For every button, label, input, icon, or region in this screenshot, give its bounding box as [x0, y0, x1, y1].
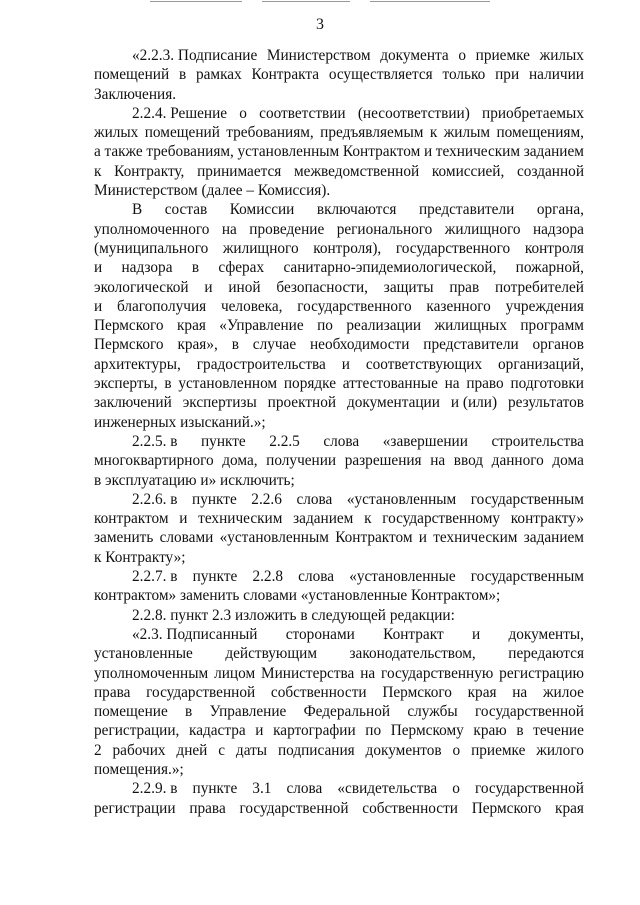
word: «2.3. Подписанный — [132, 625, 258, 643]
word: органа, — [536, 201, 584, 219]
word: техническим — [198, 510, 283, 528]
text-line — [94, 200, 584, 219]
word: Заключения. — [94, 85, 177, 103]
word: Контрактом — [335, 529, 413, 547]
word: жилых — [94, 124, 139, 142]
word: в — [231, 336, 239, 354]
word: помещения.»; — [94, 760, 184, 778]
text-line — [94, 799, 584, 818]
word: принимается — [197, 162, 282, 180]
word: контроля — [524, 239, 584, 257]
paragraph-p-2-2-3 — [94, 46, 584, 104]
text-line — [94, 471, 584, 490]
word: и — [255, 722, 264, 740]
word: жилого — [536, 741, 584, 759]
word: «Управление — [219, 317, 304, 335]
word: к — [364, 510, 372, 528]
word: и — [471, 625, 481, 643]
word: слова — [323, 432, 360, 450]
word: также — [104, 143, 143, 161]
word: и — [423, 143, 433, 161]
word: заключений — [94, 394, 172, 412]
word: эксперты, — [94, 375, 158, 393]
word: Пермскому — [390, 722, 464, 740]
paragraph-p-commission — [94, 200, 584, 432]
text-line — [94, 162, 584, 181]
word: дома — [552, 452, 584, 470]
word: проведение — [249, 220, 325, 238]
word: органов — [532, 336, 584, 354]
word: края — [467, 683, 497, 701]
word: края», — [177, 336, 218, 354]
word: (несоответствии) — [357, 104, 470, 122]
word: рамках — [195, 66, 242, 84]
word: уполномоченным — [94, 664, 209, 682]
word: кадастра — [189, 722, 246, 740]
word: пункте — [200, 432, 246, 450]
word: наличии — [528, 66, 584, 84]
word: государственного — [297, 297, 412, 315]
word: дней — [176, 741, 208, 759]
text-line — [94, 123, 584, 142]
word: передаются — [508, 645, 584, 663]
text-line — [94, 374, 584, 393]
word: иной — [228, 278, 261, 296]
word: порядке — [283, 375, 337, 393]
word: Министерством — [266, 47, 371, 64]
word: на — [430, 452, 446, 470]
text-line — [94, 567, 584, 586]
word: 2.2.7. в — [132, 568, 178, 586]
text-line — [94, 683, 584, 702]
word: рабочих — [112, 741, 166, 759]
word: края — [176, 317, 206, 335]
text-line — [94, 355, 584, 374]
paragraph-p-2-2-7 — [94, 567, 584, 606]
word: сторонами — [285, 625, 355, 643]
word: течение — [533, 722, 584, 740]
word: в — [178, 66, 187, 84]
word: заданием — [293, 510, 354, 528]
word: требованиям, — [146, 143, 234, 161]
word: помещений — [94, 66, 170, 84]
word: края — [555, 799, 584, 817]
text-line — [94, 644, 584, 663]
word: контрактом» заменить словами «установленные Контрактом»; — [94, 587, 501, 605]
word: о — [452, 780, 460, 798]
word: действующим — [225, 645, 317, 663]
word: Пермского — [471, 799, 542, 817]
word: ввод — [453, 452, 484, 470]
word: даты — [235, 741, 268, 759]
word: 2.2.5. в — [132, 432, 178, 450]
word: жилищных — [434, 317, 507, 335]
word: приобретаемых — [482, 104, 584, 122]
word: о — [458, 47, 466, 64]
word: Контракта — [251, 66, 320, 84]
word: Контракт — [383, 625, 444, 643]
text-line — [94, 258, 584, 277]
word: казенного — [426, 297, 491, 315]
word: к Контракту»; — [94, 548, 186, 566]
word: проектной — [267, 394, 337, 412]
word: случае — [252, 336, 297, 354]
word: Министерства — [260, 664, 355, 682]
word: на — [360, 664, 376, 682]
word: приемке — [471, 741, 526, 759]
word: прав — [449, 278, 480, 296]
word: 2.2.8 — [252, 568, 284, 586]
word: Пермского — [94, 336, 164, 354]
word: (муниципального — [94, 239, 209, 257]
word: градостроительства — [196, 355, 326, 373]
text-line — [94, 46, 584, 65]
word: и — [204, 278, 213, 296]
word: Пермского — [382, 683, 452, 701]
word: регистрации, — [94, 722, 180, 740]
text-line — [94, 702, 584, 721]
word: сферах — [218, 259, 265, 277]
word: службы — [407, 703, 458, 721]
word: 2.2.5 — [269, 432, 300, 450]
word: безопасности, — [276, 278, 368, 296]
scan-top-marks — [0, 0, 640, 6]
word: права — [94, 683, 131, 701]
word: документации — [346, 394, 440, 412]
word: многоквартирного — [94, 452, 214, 470]
paragraph-p-2-3 — [94, 625, 584, 779]
word: на — [444, 375, 460, 393]
word: помещениям, — [496, 124, 584, 142]
word: потребителей — [495, 278, 584, 296]
text-line — [94, 741, 584, 760]
word: аттестованные — [342, 375, 438, 393]
word: экспертизы — [182, 394, 257, 412]
word: Комиссии — [229, 201, 295, 219]
text-line — [94, 586, 584, 605]
word: к — [94, 162, 102, 180]
word: 2.2.4. Решение — [132, 104, 228, 122]
word: приемке — [475, 47, 530, 64]
word: слова — [296, 490, 333, 508]
word: пожарной, — [515, 259, 584, 277]
word: и — [341, 355, 350, 373]
word: 3.1 — [252, 780, 272, 798]
text-line — [94, 65, 584, 84]
text-line — [94, 779, 584, 798]
word: по — [365, 722, 382, 740]
paragraph-p-2-2-4 — [94, 104, 584, 200]
word: установленные — [94, 645, 193, 663]
text-line — [94, 181, 584, 200]
word: государственной — [474, 703, 584, 721]
document-body — [94, 46, 584, 818]
word: уполномоченного — [94, 220, 210, 238]
word: словами — [159, 529, 214, 547]
word: жилищного — [444, 220, 521, 238]
word: соответствующих — [365, 355, 483, 373]
word: на — [512, 683, 528, 701]
word: Управление — [209, 703, 287, 721]
text-line — [94, 548, 584, 567]
word: только — [442, 66, 486, 84]
word: государственному — [382, 510, 501, 528]
text-line — [94, 509, 584, 528]
word: и — [94, 259, 103, 277]
word: жилым — [443, 124, 491, 142]
word: «завершении — [382, 432, 468, 450]
word: в — [185, 703, 193, 721]
paragraph-p-2-2-6 — [94, 490, 584, 567]
word: документов — [365, 741, 442, 759]
word: защиты — [383, 278, 434, 296]
word: в эксплуатацию и» исключить; — [94, 471, 295, 489]
text-line — [94, 316, 584, 335]
word: слова — [286, 780, 323, 798]
word: программ — [520, 317, 584, 335]
word: состав — [164, 201, 208, 219]
word: осуществляется — [328, 66, 433, 84]
word: Министерством (далее – Комиссия). — [94, 182, 331, 200]
word: необходимости — [309, 336, 410, 354]
word: заданием — [523, 529, 584, 547]
word: государственную — [381, 664, 494, 682]
word: техническим — [435, 143, 521, 161]
word: государственного — [395, 239, 511, 257]
text-line — [94, 393, 584, 412]
word: документы, — [508, 625, 584, 643]
word: жилое — [542, 683, 584, 701]
text-line — [94, 335, 584, 354]
word: слова — [298, 568, 335, 586]
text-line — [94, 451, 584, 470]
word: разрешения — [344, 452, 422, 470]
word: картографии — [273, 722, 356, 740]
word: созданной — [517, 162, 584, 180]
word: права — [189, 799, 226, 817]
word: инженерных изысканий.»; — [94, 413, 266, 431]
word: благополучия — [116, 297, 207, 315]
word: строительства — [491, 432, 584, 450]
word: требованиям, — [226, 124, 314, 142]
word: результатов — [507, 394, 584, 412]
word: государственной — [239, 799, 349, 817]
word: 2 — [94, 741, 102, 759]
word: государственной — [146, 683, 256, 701]
word: данного — [491, 452, 544, 470]
word: подписания — [277, 741, 355, 759]
word: краю — [473, 722, 507, 740]
text-line — [94, 606, 584, 625]
word: «установленным — [346, 490, 457, 508]
word: предъявляемым — [320, 124, 424, 142]
word: а — [94, 143, 101, 161]
word: и (или) — [450, 394, 498, 412]
word: техническим — [433, 529, 518, 547]
page-number: 3 — [316, 16, 324, 33]
word: собственности — [270, 683, 367, 701]
paragraph-p-2-2-5 — [94, 432, 584, 490]
word: государственным — [470, 490, 584, 508]
word: государственным — [470, 568, 584, 586]
text-line — [94, 528, 584, 547]
word: представители — [418, 201, 515, 219]
word: помещение — [94, 703, 168, 721]
word: пункте — [192, 568, 238, 586]
word: санитарно-эпидемиологической, — [283, 259, 497, 277]
word: межведомственной — [294, 162, 420, 180]
text-line — [94, 142, 584, 161]
word: при — [495, 66, 520, 84]
word: архитектуры, — [94, 355, 181, 373]
text-line — [94, 625, 584, 644]
word: экологической — [94, 278, 189, 296]
word: установленном — [178, 375, 278, 393]
word: соответствии — [259, 104, 346, 122]
text-line — [94, 239, 584, 258]
word: установленным — [237, 143, 340, 161]
word: «установленным — [219, 529, 329, 547]
word: помещений — [144, 124, 220, 142]
word: человека, — [220, 297, 283, 315]
word: о — [452, 741, 461, 759]
word: включаются — [316, 201, 397, 219]
word: и — [179, 510, 188, 528]
word: В — [132, 201, 143, 219]
word: регионального — [336, 220, 433, 238]
word: подготовки — [510, 375, 584, 393]
word: о — [239, 104, 247, 122]
word: комиссией, — [431, 162, 505, 180]
word: представители — [423, 336, 519, 354]
word: пункте — [192, 780, 238, 798]
word: контрактом — [94, 510, 169, 528]
text-line — [94, 490, 584, 509]
text-line — [94, 297, 584, 316]
word: реализации — [346, 317, 422, 335]
word: в — [164, 375, 172, 393]
text-line — [94, 85, 584, 104]
word: на — [221, 220, 237, 238]
word: 2.2.8. пункт 2.3 изложить в следующей редакции: — [132, 606, 455, 624]
word: заменить — [94, 529, 154, 547]
word: в — [516, 722, 524, 740]
paragraph-p-2-2-9 — [94, 779, 584, 818]
paragraph-p-2-2-8 — [94, 606, 584, 625]
word: право — [466, 375, 504, 393]
text-line — [94, 104, 584, 123]
word: получении — [266, 452, 337, 470]
word: законодательством, — [349, 645, 476, 663]
word: с — [218, 741, 226, 759]
text-line — [94, 278, 584, 297]
text-line — [94, 760, 584, 779]
word: собственности — [362, 799, 458, 817]
word: пункте — [192, 490, 237, 508]
word: и — [418, 529, 427, 547]
word: контроля), — [313, 239, 382, 257]
text-line — [94, 413, 584, 432]
word: к — [429, 124, 438, 142]
word: лицом — [214, 664, 256, 682]
word: «установленные — [349, 568, 456, 586]
word: организаций, — [498, 355, 584, 373]
word: «свидетельства — [337, 780, 438, 798]
word: регистрацию — [499, 664, 584, 682]
word: Контрактом — [342, 143, 421, 161]
word: жилищного — [222, 239, 299, 257]
word: Контракту, — [114, 162, 185, 180]
word: регистрации — [94, 799, 176, 817]
word: 2.2.6. в — [132, 490, 178, 508]
text-line — [94, 220, 584, 239]
word: 2.2.9. в — [132, 780, 178, 798]
word: государственной — [474, 780, 584, 798]
word: 2.2.6 — [251, 490, 282, 508]
word: заданием — [523, 143, 584, 161]
word: «2.2.3. Подписание — [132, 47, 258, 64]
word: и — [94, 297, 103, 315]
text-line — [94, 432, 584, 451]
word: Федеральной — [303, 703, 391, 721]
word: надзора — [121, 259, 173, 277]
word: в — [191, 259, 200, 277]
word: надзора — [532, 220, 584, 238]
word: документа — [380, 47, 449, 64]
word: учреждения — [505, 297, 584, 315]
text-line — [94, 664, 584, 683]
word: жилых — [539, 47, 584, 64]
word: Пермского — [94, 317, 164, 335]
word: дома, — [222, 452, 258, 470]
word: по — [317, 317, 333, 335]
word: контракту» — [510, 510, 584, 528]
text-line — [94, 721, 584, 740]
